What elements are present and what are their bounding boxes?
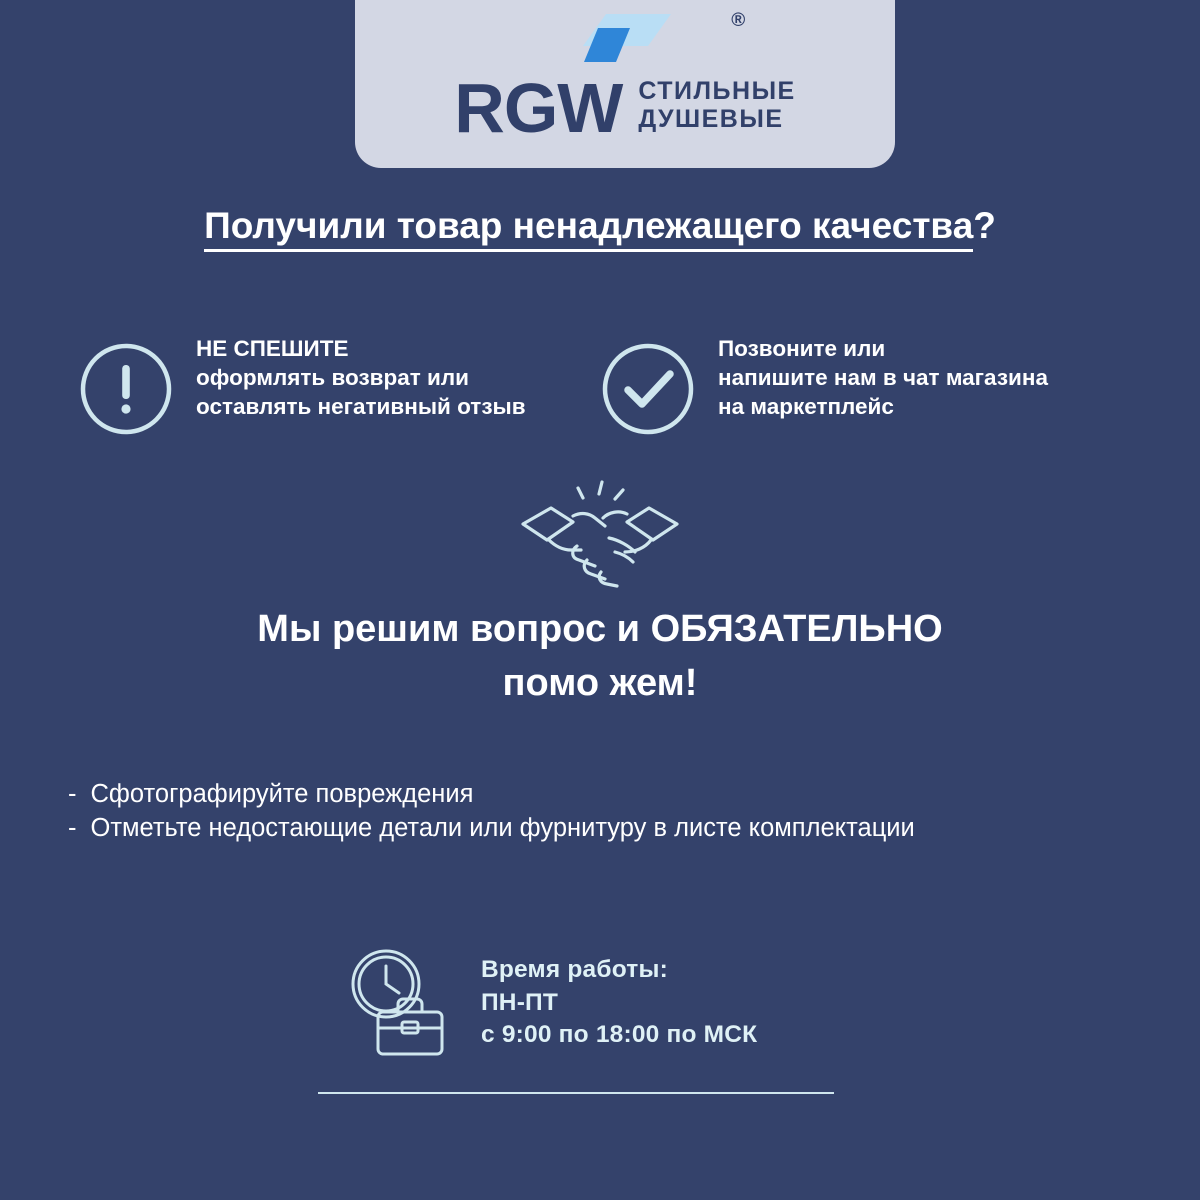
list-item [68,812,1128,846]
working-hours-text [481,940,757,1052]
working-hours-days: ПН-ПТ [481,988,559,1016]
brand-logo-card [355,0,895,168]
advice-body: оформлять возврат или оставлять негативный отзыв [196,364,526,419]
promise-line-2: помо жем! [502,661,698,704]
bullet-text: Отметьте недостающие детали или фурнитуру в листе комплектации [90,813,915,842]
brand-tagline-line2: ДУШЕВЫЕ [638,105,784,134]
page-title [0,205,1200,247]
advice-item-text [718,335,1058,421]
list-item [68,778,1128,812]
advice-body: напишите нам в чат магазина на маркетплейс [718,364,1048,419]
working-hours-block [340,940,757,1060]
advice-item-do-not-rush [78,335,600,437]
handshake-icon-wrap [0,480,1200,590]
bullet-dash: - [68,813,77,842]
page-title-underlined: Получили товар ненадлежащего качества [204,205,973,252]
instructions-list [68,778,1128,846]
parallelogram-logo-icon [576,12,676,64]
working-hours-time: с 9:00 по 18:00 по МСК [481,1021,758,1049]
check-circle-icon [600,341,696,437]
exclamation-circle-icon [78,341,174,437]
working-hours-label: Время работы: [481,956,668,983]
advice-title: Позвоните или [718,336,886,361]
advice-item-text [196,335,536,421]
brand-tagline [638,77,795,141]
promise-text [0,603,1200,711]
advice-title: НЕ СПЕШИТЕ [196,336,349,361]
promise-line-1: Мы решим вопрос и ОБЯЗАТЕЛЬНО [257,608,943,650]
clock-briefcase-icon [340,940,455,1060]
brand-logo-inner [454,9,796,147]
handshake-icon [515,480,685,590]
advice-row [78,335,1122,437]
bullet-text: Сфотографируйте повреждения [90,780,474,808]
registered-mark: ® [731,9,746,31]
advice-item-contact-us [600,335,1122,437]
brand-tagline-line1: СТИЛЬНЫЕ [638,76,796,105]
footer-divider [318,1092,834,1094]
page-title-tail: ? [973,205,996,246]
bullet-dash: - [68,780,77,808]
brand-wordmark: RGW [454,68,623,147]
